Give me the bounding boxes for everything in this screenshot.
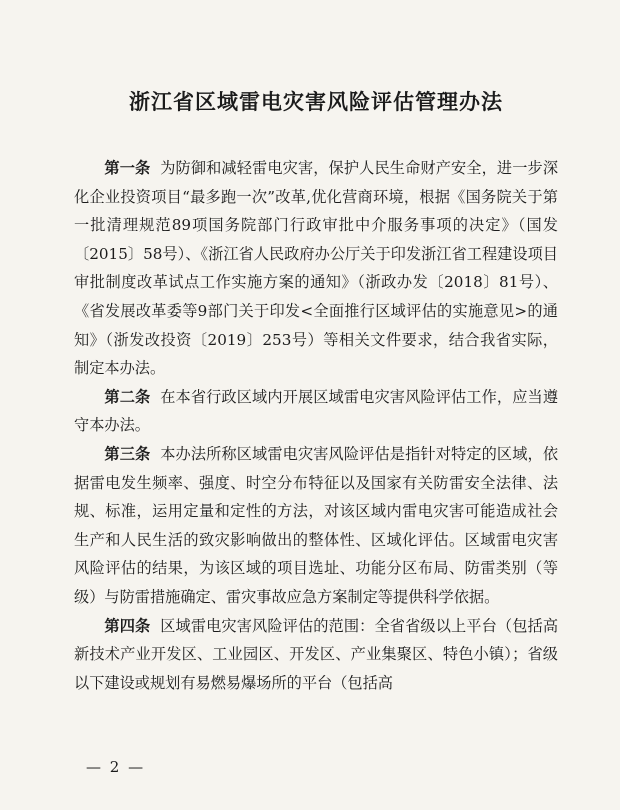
- article-1-label: 第一条: [104, 159, 151, 177]
- article-3-paragraph: [74, 440, 558, 612]
- article-1-paragraph: [74, 154, 558, 383]
- article-1-text: 为防御和减轻雷电灾害，保护人民生命财产安全，进一步深化企业投资项目“最多跑一次”改革,优化营商环境，根据《国务院关于第一批清理规范89项国务院部门行政审批中介服务事项的决定》（国发〔2015〕58号）、《浙江省人民政府办公厅关于印发浙江省工程建设项目审批制度改革试点工作实施方案的通知》（浙政办发〔2018〕81号）、《省发展改革委等9部门关于印发<全面推行区域评估的实施意见>的通知》（浙发改投资〔2019〕253号）等相关文件要求，结合我省实际，制定本办法。: [74, 159, 559, 378]
- article-3-text: 本办法所称区域雷电灾害风险评估是指针对特定的区域，依据雷电发生频率、强度、时空分布特征以及国家有关防雷安全法律、法规、标准，运用定量和定性的方法，对该区域内雷电灾害可能造成社会生产和人民生活的致灾影响做出的整体性、区域化评估。区域雷电灾害风险评估的结果，为该区域的项目选址、功能分区布局、防雷类别（等级）与防雷措施确定、雷灾事故应急方案制定等提供科学依据。: [74, 444, 559, 606]
- page-number: — 2 —: [86, 758, 146, 776]
- article-2-paragraph: [74, 383, 558, 440]
- article-3-label: 第三条: [104, 444, 151, 463]
- article-4-label: 第四条: [104, 616, 151, 635]
- document-title: 浙江省区域雷电灾害风险评估管理办法: [129, 89, 503, 114]
- document-body: [74, 154, 558, 697]
- article-4-paragraph: [74, 612, 558, 698]
- article-2-text: 在本省行政区域内开展区域雷电灾害风险评估工作，应当遵守本办法。: [74, 387, 559, 435]
- article-4-text: 区域雷电灾害风险评估的范围：全省省级以上平台（包括高新技术产业开发区、工业园区、开发区、产业集聚区、特色小镇）；省级以下建设或规划有易燃易爆场所的平台（包括高: [74, 616, 559, 692]
- article-2-label: 第二条: [104, 387, 151, 406]
